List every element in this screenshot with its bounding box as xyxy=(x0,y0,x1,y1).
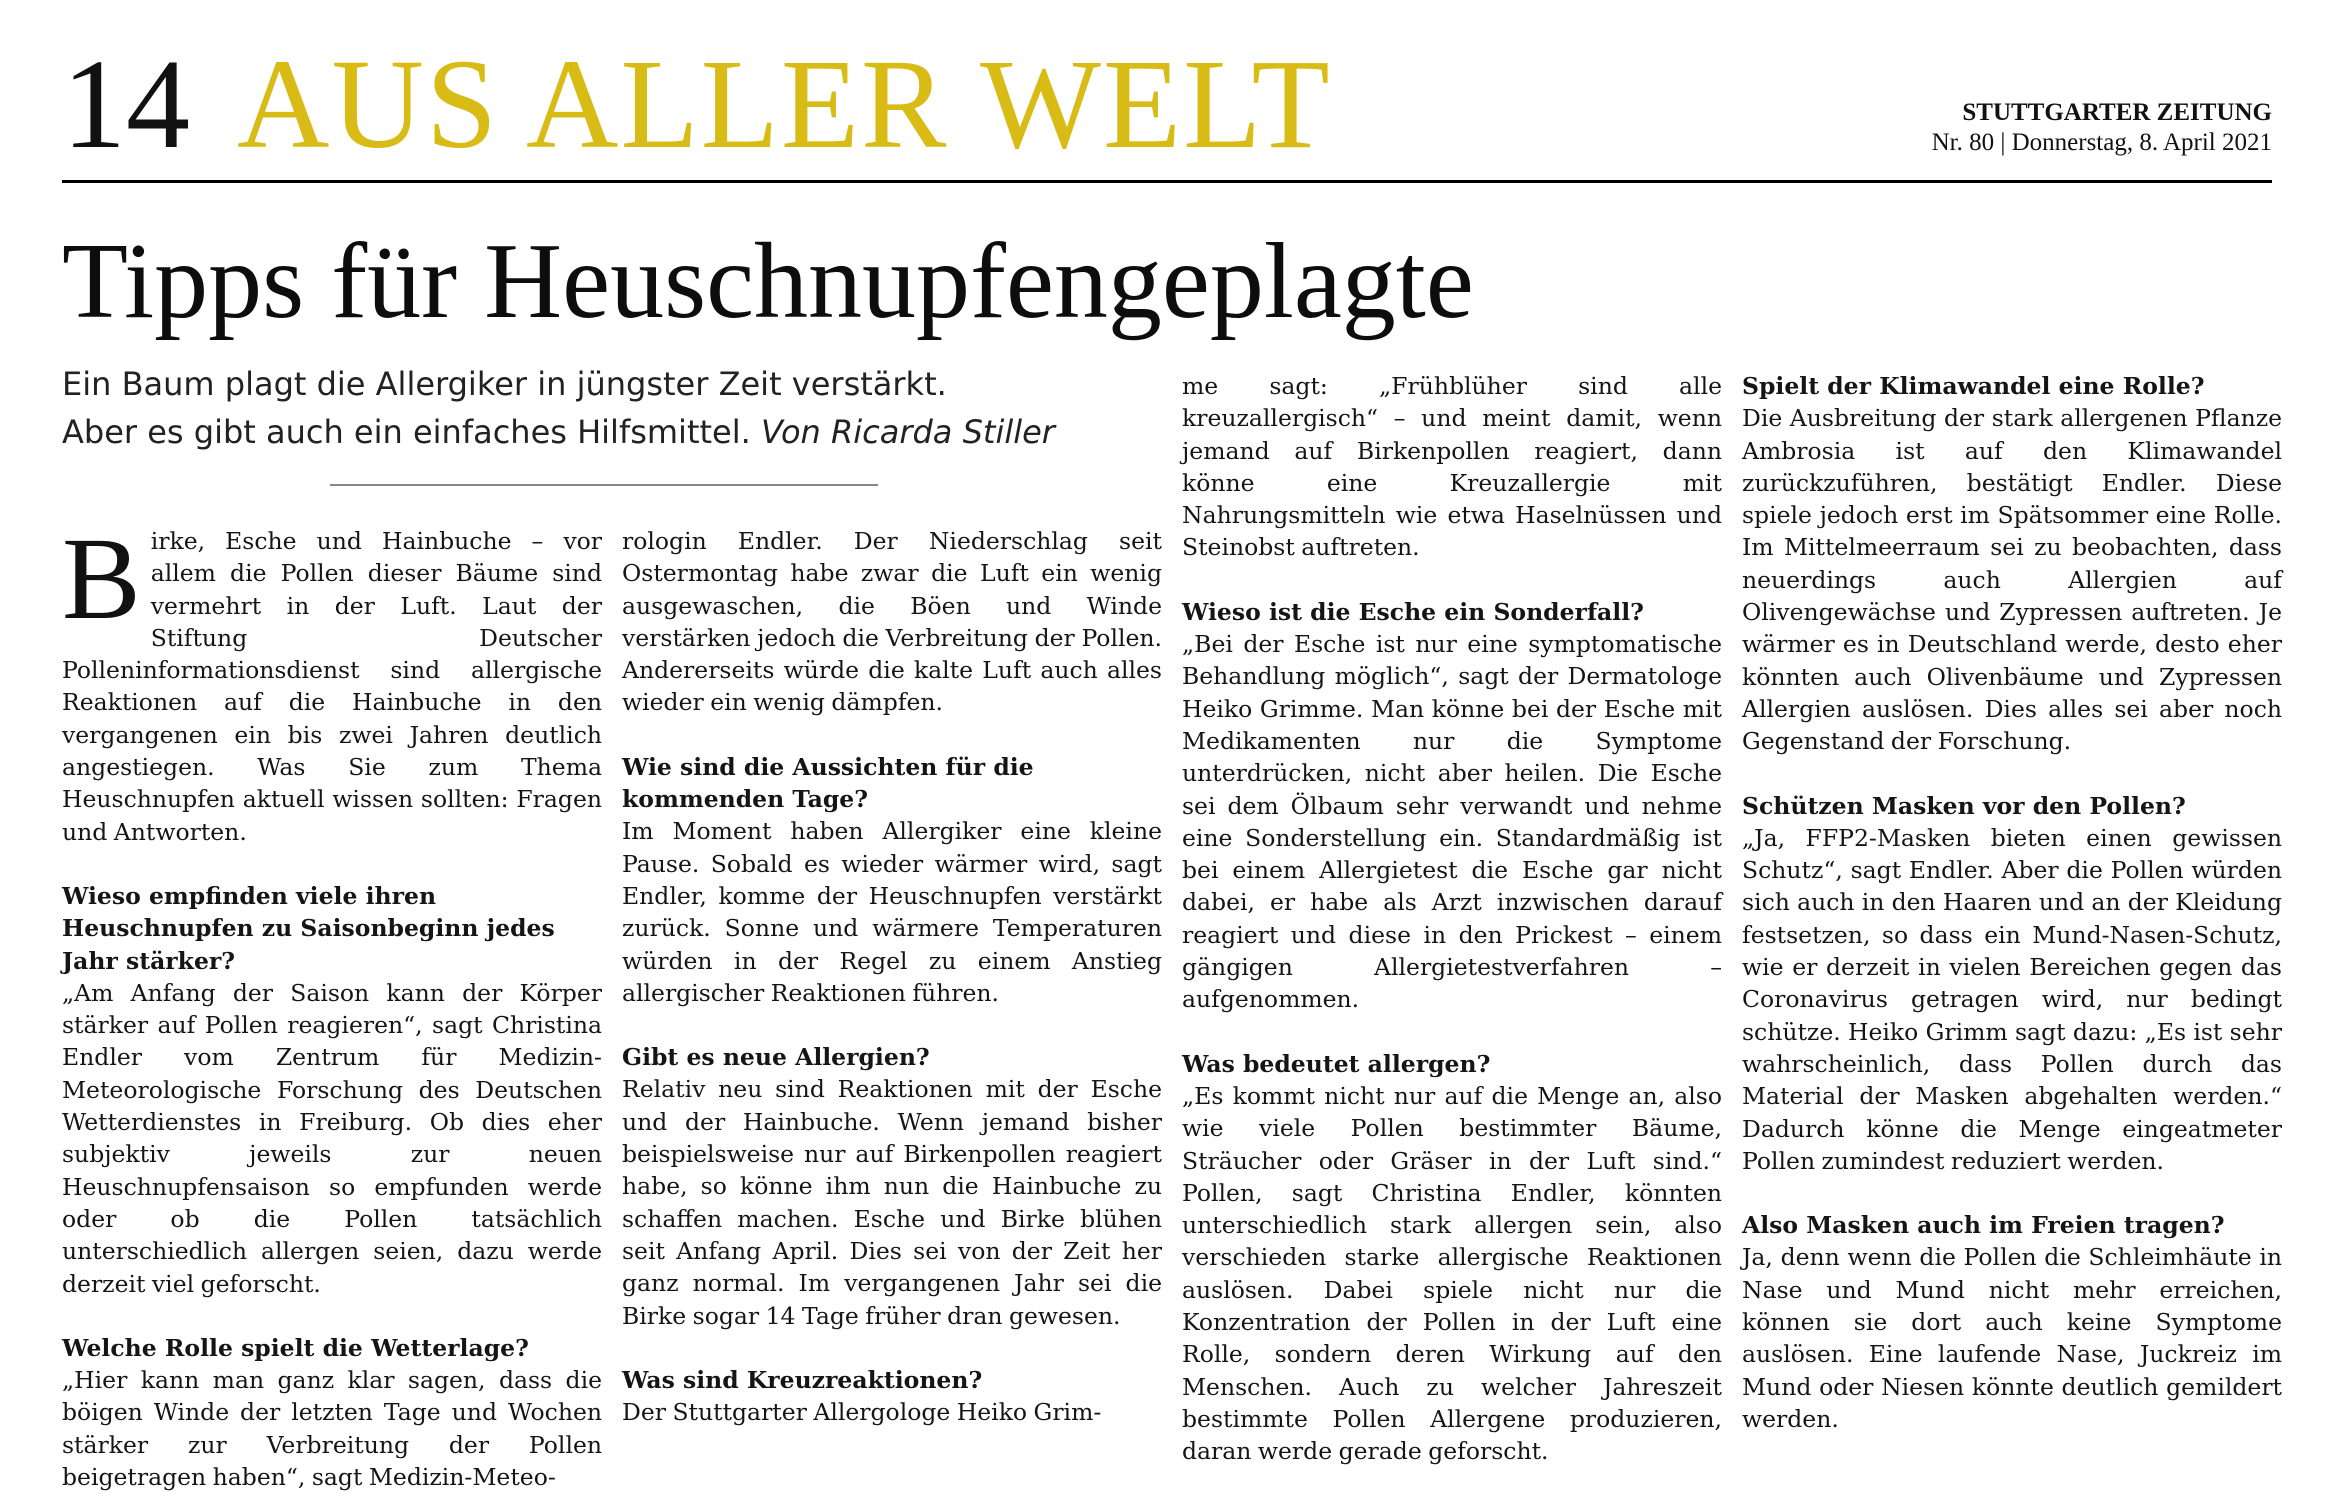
answer-paragraph: Im Moment haben Allergiker eine kleine Pause. Sobald es wieder wärmer wird, sagt Endler, komme der Heuschnupfen verstärkt zurück. Sonne und wärmere Temperaturen würden in der Regel zu einem Anstieg allergischer Reaktionen führen. xyxy=(622,817,1162,1007)
question-heading: Gibt es neue Allergien? xyxy=(622,1043,930,1072)
answer-paragraph: Der Stuttgarter Allergologe Heiko Grim- xyxy=(622,1398,1102,1427)
question-heading: Wieso empfinden viele ihren Heuschnupfen zu Saisonbeginn jedes Jahr stärker? xyxy=(62,881,555,975)
question-heading: Welche Rolle spielt die Wetterlage? xyxy=(62,1333,529,1362)
masthead xyxy=(1932,98,2272,158)
answer-paragraph: „Ja, FFP2-Masken bieten einen gewissen Schutz“, sagt Endler. Aber die Pollen würden sich auch in den Haaren und an der Kleidung festsetzen, so dass ein Mund-Nasen-Schutz, wie er derzeit in vielen Bereichen gegen das Coronavirus getragen wird, nur bedingt schütze. Heiko Grimm sagt dazu: „Es ist sehr wahrscheinlich, dass Pollen durch das Material der Masken abgehalten werden.“ Dadurch könne die Menge eingeatmeter Pollen zumindest reduziert werden. xyxy=(1742,823,2282,1175)
article-column-3 xyxy=(1182,370,1722,1468)
issue-info: Nr. 80 | Donnerstag, 8. April 2021 xyxy=(1931,129,2272,156)
question-heading: Was bedeutet allergen? xyxy=(1182,1049,1491,1078)
page-number: 14 xyxy=(62,33,190,175)
page-header xyxy=(62,33,2272,183)
article-column-2 xyxy=(622,525,1162,1428)
answer-paragraph: me sagt: „Frühblüher sind alle kreuzallergisch“ – und meint damit, wenn jemand auf Birkenpollen reagiert, dann könne eine Kreuzallergie mit Nahrungsmitteln wie etwa Haselnüssen und Steinobst auftreten. xyxy=(1182,372,1722,562)
question-heading: Was sind Kreuzreaktionen? xyxy=(622,1365,983,1394)
article-headline: Tipps für Heuschnupfengeplagte xyxy=(62,222,1474,341)
question-heading: Schützen Masken vor den Pollen? xyxy=(1742,791,2186,820)
deck-line-2-text: Aber es gibt auch ein einfaches Hilfsmittel. xyxy=(62,413,751,451)
byline: Von Ricarda Stiller xyxy=(760,413,1055,451)
answer-paragraph: „Hier kann man ganz klar sagen, dass die böigen Winde der letzten Tage und Wochen stärker zur Verbreitung der Pollen beigetragen haben“, sagt Medizin-Meteo- xyxy=(62,1366,602,1492)
drop-cap: B xyxy=(62,513,141,644)
answer-paragraph: Die Ausbreitung der stark allergenen Pflanze Ambrosia ist auf den Klimawandel zurückzuführen, bestätigt Endler. Diese spiele jedoch erst im Spätsommer eine Rolle. Im Mittelmeerraum sei zu beobachten, dass neuerdings auch Allergien auf Olivengewächse und Zypressen auftreten. Je wärmer es in Deutschland werde, desto eher könnten auch Olivenbäume und Zypressen Allergien auslösen. Dies alles sei aber noch Gegenstand der Forschung. xyxy=(1742,404,2282,756)
answer-paragraph: „Am Anfang der Saison kann der Körper stärker auf Pollen reagieren“, sagt Christina Endler vom Zentrum für Medizin-Meteorologische Forschung des Deutschen Wetterdienstes in Freiburg. Ob dies eher subjektiv jeweils zur neuen Heuschnupfensaison so empfunden werde oder ob die Pollen tatsächlich unterschiedlich allergen seien, dazu werde derzeit viel geforscht. xyxy=(62,978,602,1298)
article-deck xyxy=(62,360,1162,456)
answer-paragraph: „Es kommt nicht nur auf die Menge an, also wie viele Pollen bestimmter Bäume, Sträucher oder Gräser in der Luft sind.“ Pollen, sagt Christina Endler, könnten unterschiedlich stark allergen sein, also verschieden starke allergische Reaktionen auslösen. Dabei spiele nicht nur die Konzentration der Pollen in der Luft eine Rolle, sondern deren Wirkung auf den Menschen. Auch zu welcher Jahreszeit bestimmte Pollen Allergene produzieren, daran werde gerade geforscht. xyxy=(1182,1081,1722,1466)
question-heading: Spielt der Klimawandel eine Rolle? xyxy=(1742,372,2205,400)
answer-paragraph: Relativ neu sind Reaktionen mit der Esche und der Hainbuche. Wenn jemand bisher beispielsweise nur auf Birkenpollen reagiert habe, so könne ihm nun die Hainbuche zu schaffen machen. Esche und Birke blühen seit Anfang April. Dies sei von der Zeit her ganz normal. Im vergangenen Jahr sei die Birke sogar 14 Tage früher dran gewesen. xyxy=(622,1075,1162,1330)
question-heading: Wieso ist die Esche ein Sonderfall? xyxy=(1182,597,1644,626)
answer-paragraph: „Bei der Esche ist nur eine symptomatische Behandlung möglich“, sagt der Dermatologe Heiko Grimme. Man könne bei der Esche mit Medikamenten nur die Symptome unterdrücken, nicht aber heilen. Die Esche sei dem Ölbaum sehr verwandt und nehme eine Sonderstellung ein. Standardmäßig ist bei einem Allergietest die Esche gar nicht dabei, er habe als Arzt inzwischen darauf reagiert und diese in den Prickest – einem gängigen Allergietestverfahren – aufgenommen. xyxy=(1182,630,1722,1014)
intro-text: irke, Esche und Hainbuche – vor allem die Pollen dieser Bäume sind vermehrt in der Luft. Laut der Stiftung Deutscher Polleninformationsdienst sind allergische Reaktionen auf die Hainbuche in den vergangenen ein bis zwei Jahren deutlich angestiegen. Was Sie zum Thema Heuschnupfen aktuell wissen sollten: Fragen und Antworten. xyxy=(62,527,602,846)
deck-line-2 xyxy=(62,408,1162,456)
intro-paragraph xyxy=(62,513,602,848)
section-title: AUS ALLER WELT xyxy=(237,33,1332,175)
answer-paragraph: Ja, denn wenn die Pollen die Schleimhäute in Nase und Mund nicht mehr erreichen, können sie dort auch keine Symptome auslösen. Eine laufende Nase, Juckreiz im Mund oder Niesen könnte deutlich gemildert werden. xyxy=(1742,1243,2282,1433)
deck-divider xyxy=(330,484,878,486)
deck-line-1: Ein Baum plagt die Allergiker in jüngster Zeit verstärkt. xyxy=(62,365,947,403)
article-column-1 xyxy=(62,513,602,1493)
article-column-4 xyxy=(1742,370,2282,1435)
paper-name: STUTTGARTER ZEITUNG xyxy=(1962,99,2272,126)
question-heading: Wie sind die Aussichten für die kommenden Tage? xyxy=(622,752,1034,814)
answer-paragraph: rologin Endler. Der Niederschlag seit Ostermontag habe zwar die Luft ein wenig ausgewaschen, die Böen und Winde verstärken jedoch die Verbreitung der Pollen. Andererseits würde die kalte Luft auch alles wieder ein wenig dämpfen. xyxy=(622,527,1162,717)
question-heading: Also Masken auch im Freien tragen? xyxy=(1742,1211,2225,1240)
